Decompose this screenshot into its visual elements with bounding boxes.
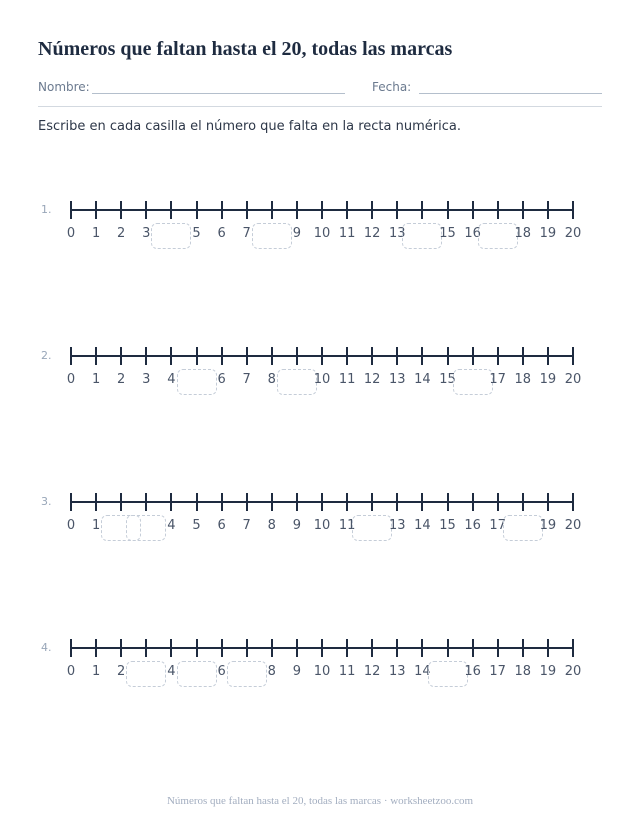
tick-mark (447, 493, 449, 511)
tick-mark (497, 347, 499, 365)
number-line-problem (0, 495, 640, 581)
tick-mark (221, 493, 223, 511)
tick-label: 10 (313, 372, 331, 387)
tick-mark (296, 201, 298, 219)
tick-mark (246, 201, 248, 219)
tick-label: 3 (142, 372, 151, 387)
tick-mark (271, 639, 273, 657)
tick-mark (196, 201, 198, 219)
tick-mark (120, 493, 122, 511)
tick-label: 11 (338, 518, 356, 533)
date-field[interactable] (419, 93, 602, 94)
tick-mark (170, 639, 172, 657)
tick-label: 6 (217, 518, 226, 533)
tick-label: 6 (217, 226, 226, 241)
tick-mark (447, 201, 449, 219)
tick-label: 13 (389, 226, 406, 241)
tick-mark (170, 493, 172, 511)
tick-mark (522, 347, 524, 365)
tick-mark (70, 493, 72, 511)
tick-mark (346, 201, 348, 219)
name-label: Nombre: (38, 80, 90, 94)
tick-label: 2 (117, 372, 126, 387)
tick-label: 10 (313, 518, 331, 533)
tick-mark (221, 639, 223, 657)
tick-mark (95, 347, 97, 365)
tick-mark (271, 201, 273, 219)
tick-label: 10 (313, 226, 331, 241)
tick-label: 9 (292, 226, 302, 241)
tick-mark (421, 639, 423, 657)
problem-number: 1. (41, 203, 52, 216)
tick-mark (396, 493, 398, 511)
tick-label: 13 (389, 372, 406, 387)
tick-mark (70, 347, 72, 365)
tick-mark (145, 639, 147, 657)
tick-label: 0 (66, 226, 76, 241)
tick-mark (321, 639, 323, 657)
tick-mark (421, 201, 423, 219)
tick-mark (472, 201, 474, 219)
tick-label: 2 (117, 226, 126, 241)
tick-mark (95, 201, 97, 219)
tick-mark (447, 639, 449, 657)
tick-label: 1 (91, 664, 101, 679)
tick-mark (221, 347, 223, 365)
tick-label: 4 (167, 518, 176, 533)
tick-label: 11 (338, 226, 356, 241)
tick-label: 20 (564, 518, 582, 533)
name-field[interactable] (92, 93, 345, 94)
tick-label: 15 (439, 226, 456, 241)
tick-label: 15 (439, 372, 456, 387)
tick-label: 10 (313, 664, 331, 679)
tick-label: 11 (338, 372, 356, 387)
tick-mark (547, 639, 549, 657)
tick-mark (145, 201, 147, 219)
tick-label: 20 (564, 372, 582, 387)
tick-mark (547, 347, 549, 365)
tick-label: 12 (363, 664, 381, 679)
tick-mark (396, 639, 398, 657)
number-line-problem (0, 349, 640, 435)
tick-mark (572, 493, 574, 511)
tick-mark (421, 347, 423, 365)
tick-mark (421, 493, 423, 511)
tick-mark (145, 347, 147, 365)
tick-label: 13 (389, 518, 406, 533)
date-label: Fecha: (372, 80, 412, 94)
tick-mark (371, 493, 373, 511)
problem-number: 3. (41, 495, 52, 508)
tick-mark (70, 639, 72, 657)
tick-label: 19 (539, 372, 557, 387)
tick-label: 19 (539, 664, 557, 679)
tick-label: 4 (167, 664, 176, 679)
tick-label: 0 (66, 664, 76, 679)
tick-label: 18 (514, 664, 532, 679)
tick-label: 6 (217, 372, 226, 387)
tick-label: 8 (267, 372, 276, 387)
tick-mark (196, 639, 198, 657)
number-line-problem (0, 641, 640, 727)
tick-mark (472, 493, 474, 511)
tick-label: 15 (439, 518, 456, 533)
tick-label: 8 (267, 664, 276, 679)
problem-number: 4. (41, 641, 52, 654)
tick-label: 14 (414, 372, 431, 387)
tick-label: 1 (91, 372, 101, 387)
tick-mark (120, 639, 122, 657)
tick-mark (246, 493, 248, 511)
tick-label: 4 (167, 372, 176, 387)
tick-label: 20 (564, 664, 582, 679)
tick-mark (70, 201, 72, 219)
tick-mark (346, 639, 348, 657)
tick-label: 5 (192, 226, 201, 241)
tick-mark (271, 347, 273, 365)
tick-label: 16 (464, 226, 481, 241)
tick-mark (572, 201, 574, 219)
tick-mark (346, 493, 348, 511)
tick-label: 18 (514, 372, 532, 387)
tick-mark (472, 347, 474, 365)
tick-mark (296, 639, 298, 657)
problem-number: 2. (41, 349, 52, 362)
tick-mark (547, 493, 549, 511)
tick-mark (95, 493, 97, 511)
footer: Números que faltan hasta el 20, todas las marcas · worksheetzoo.com (166, 795, 474, 807)
tick-mark (396, 347, 398, 365)
tick-mark (246, 347, 248, 365)
tick-label: 1 (91, 518, 101, 533)
tick-mark (572, 347, 574, 365)
tick-mark (321, 493, 323, 511)
tick-mark (321, 347, 323, 365)
tick-mark (346, 347, 348, 365)
tick-mark (472, 639, 474, 657)
header-divider (38, 106, 602, 107)
page-title: Números que faltan hasta el 20, todas las marcas (38, 38, 453, 60)
tick-mark (170, 347, 172, 365)
tick-mark (497, 639, 499, 657)
tick-mark (296, 493, 298, 511)
tick-mark (547, 201, 549, 219)
instructions: Escribe en cada casilla el número que falta en la recta numérica. (38, 119, 461, 134)
tick-mark (522, 493, 524, 511)
tick-label: 17 (489, 518, 506, 533)
tick-label: 3 (142, 226, 151, 241)
tick-mark (497, 493, 499, 511)
tick-mark (396, 201, 398, 219)
tick-label: 19 (539, 518, 557, 533)
tick-mark (522, 201, 524, 219)
tick-mark (522, 639, 524, 657)
tick-label: 16 (464, 664, 481, 679)
tick-label: 7 (242, 518, 251, 533)
tick-mark (120, 201, 122, 219)
tick-mark (447, 347, 449, 365)
tick-mark (120, 347, 122, 365)
tick-label: 0 (66, 372, 76, 387)
tick-label: 9 (292, 664, 302, 679)
tick-label: 11 (338, 664, 356, 679)
tick-label: 6 (217, 664, 226, 679)
tick-mark (321, 201, 323, 219)
tick-label: 2 (117, 664, 126, 679)
tick-label: 16 (464, 518, 481, 533)
tick-label: 8 (267, 518, 276, 533)
tick-mark (572, 639, 574, 657)
tick-label: 18 (514, 226, 532, 241)
tick-mark (371, 347, 373, 365)
tick-label: 20 (564, 226, 582, 241)
tick-label: 7 (242, 226, 251, 241)
tick-mark (371, 201, 373, 219)
tick-mark (170, 201, 172, 219)
tick-label: 1 (91, 226, 101, 241)
tick-label: 17 (489, 664, 506, 679)
tick-mark (196, 347, 198, 365)
tick-label: 13 (389, 664, 406, 679)
tick-label: 14 (414, 518, 431, 533)
tick-mark (271, 493, 273, 511)
tick-mark (497, 201, 499, 219)
tick-mark (221, 201, 223, 219)
tick-label: 14 (414, 664, 431, 679)
tick-mark (296, 347, 298, 365)
tick-mark (246, 639, 248, 657)
tick-mark (196, 493, 198, 511)
tick-label: 9 (292, 518, 302, 533)
tick-label: 17 (489, 372, 506, 387)
number-line-problem (0, 203, 640, 289)
tick-label: 19 (539, 226, 557, 241)
tick-label: 12 (363, 226, 381, 241)
tick-label: 7 (242, 372, 251, 387)
tick-mark (371, 639, 373, 657)
tick-mark (95, 639, 97, 657)
tick-mark (145, 493, 147, 511)
tick-label: 12 (363, 372, 381, 387)
tick-label: 5 (192, 518, 201, 533)
tick-label: 0 (66, 518, 76, 533)
